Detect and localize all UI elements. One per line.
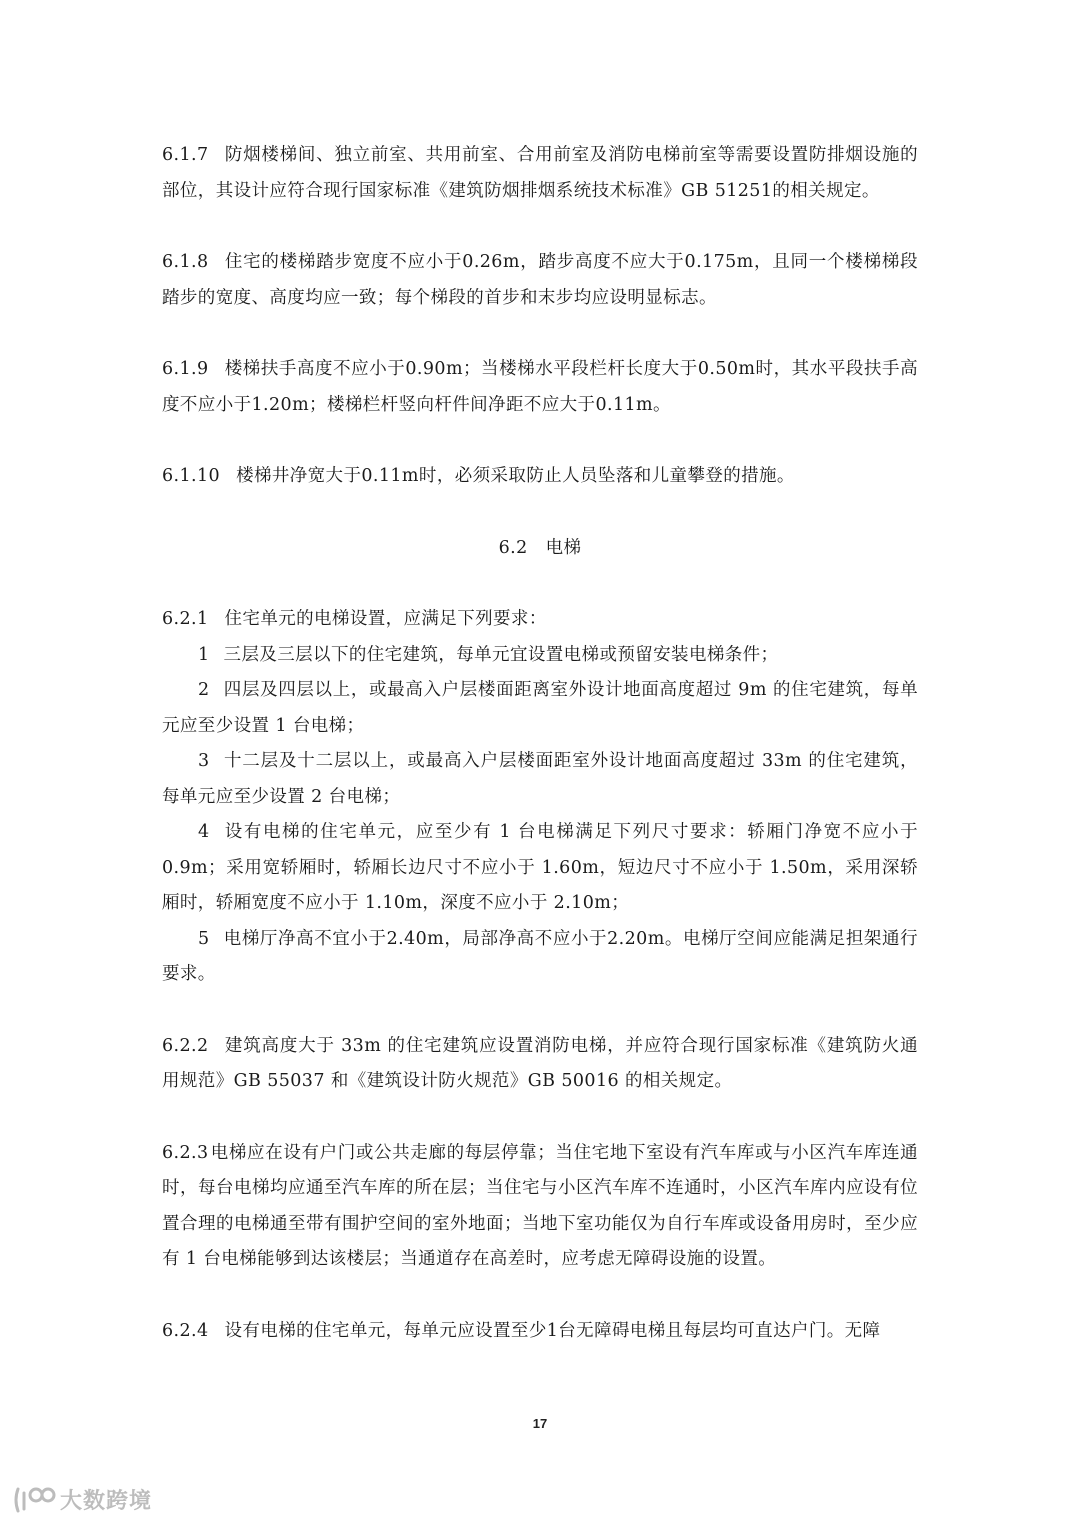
list-item-text: 四层及四层以上，或最高入户层楼面距离室外设计地面高度超过 9m 的住宅建筑，每单元应至少设置 1 台电梯；	[162, 680, 918, 736]
clause-number: 6.1.9	[162, 359, 209, 379]
section-title: 电梯	[545, 537, 582, 558]
page-content	[162, 138, 918, 1385]
clause-text: 设有电梯的住宅单元，每单元应设置至少1台无障碍电梯且每层均可直达户门。无障	[224, 1320, 881, 1341]
clause-6-1-9	[162, 352, 918, 423]
watermark-text: 大数跨境	[60, 1489, 153, 1514]
clause-6-1-10	[162, 459, 918, 495]
list-item	[162, 922, 918, 993]
list-item	[162, 638, 918, 674]
list-item-text: 十二层及十二层以上，或最高入户层楼面距室外设计地面高度超过 33m 的住宅建筑，每单元应至少设置 2 台电梯；	[162, 751, 918, 807]
clause-number: 6.2.3	[162, 1142, 209, 1163]
watermark	[12, 1484, 152, 1515]
clause-6-2-3	[162, 1136, 918, 1278]
section-heading	[162, 531, 918, 567]
list-item-number: 5	[198, 928, 210, 949]
clause-text: 住宅单元的电梯设置，应满足下列要求：	[224, 609, 547, 629]
list-item-number: 1	[198, 644, 210, 665]
clause-number: 6.2.1	[162, 609, 209, 629]
watermark-logo-icon	[12, 1485, 56, 1515]
list-item-text: 电梯厅净高不宜小于2.40m，局部净高不应小于2.20m。电梯厅空间应能满足担架通行要求。	[162, 928, 918, 984]
clause-number: 6.1.7	[162, 145, 209, 165]
clause-6-1-7	[162, 138, 918, 209]
clause-number: 6.2.2	[162, 1035, 209, 1056]
clause-text: 建筑高度大于 33m 的住宅建筑应设置消防电梯，并应符合现行国家标准《建筑防火通用规范》GB 55037 和《建筑设计防火规范》GB 50016 的相关规定。	[162, 1035, 918, 1091]
list-item	[162, 815, 918, 922]
list-item	[162, 673, 918, 744]
list-item-number: 3	[198, 751, 210, 771]
clause-number: 6.1.10	[162, 466, 221, 486]
clause-number: 6.1.8	[162, 252, 209, 272]
clause-text: 住宅的楼梯踏步宽度不应小于0.26m，踏步高度不应大于0.175m，且同一个楼梯梯段踏步的宽度、高度均应一致；每个梯段的首步和末步均应设明显标志。	[162, 252, 918, 308]
list-item-text: 设有电梯的住宅单元，应至少有 1 台电梯满足下列尺寸要求：轿厢门净宽不应小于 0.9m；采用宽轿厢时，轿厢长边尺寸不应小于 1.60m，短边尺寸不应小于 1.50m，采用深轿厢时，轿厢宽度不应小于 1.10m，深度不应小于 2.10m；	[162, 822, 918, 913]
clause-6-2-1	[162, 602, 918, 993]
list-item-number: 4	[198, 822, 210, 842]
clause-intro	[162, 602, 918, 638]
clause-text: 楼梯井净宽大于0.11m时，必须采取防止人员坠落和儿童攀登的措施。	[236, 466, 795, 486]
list-item-number: 2	[198, 680, 210, 700]
clause-6-2-4	[162, 1314, 918, 1350]
clause-text: 电梯应在设有户门或公共走廊的每层停靠；当住宅地下室设有汽车库或与小区汽车库连通时，每台电梯均应通至汽车库的所在层；当住宅与小区汽车库不连通时，小区汽车库内应设有位置合理的电梯通至带有围护空间的室外地面；当地下室功能仅为自行车库或设备用房时，至少应有 1 台电梯能够到达该楼层；当通道存在高差时，应考虑无障碍设施的设置。	[162, 1142, 918, 1269]
list-item	[162, 744, 918, 815]
clause-text: 楼梯扶手高度不应小于0.90m；当楼梯水平段栏杆长度大于0.50m时，其水平段扶手高度不应小于1.20m；楼梯栏杆竖向杆件间净距不应大于0.11m。	[162, 359, 918, 415]
clause-text: 防烟楼梯间、独立前室、共用前室、合用前室及消防电梯前室等需要设置防排烟设施的部位，其设计应符合现行国家标准《建筑防烟排烟系统技术标准》GB 51251的相关规定。	[162, 145, 918, 201]
list-item-text: 三层及三层以下的住宅建筑，每单元宜设置电梯或预留安装电梯条件；	[223, 644, 779, 665]
clause-6-1-8	[162, 245, 918, 316]
clause-6-2-2	[162, 1029, 918, 1100]
section-number: 6.2	[498, 537, 528, 558]
page-number: 17	[532, 1416, 548, 1431]
clause-number: 6.2.4	[162, 1320, 209, 1341]
